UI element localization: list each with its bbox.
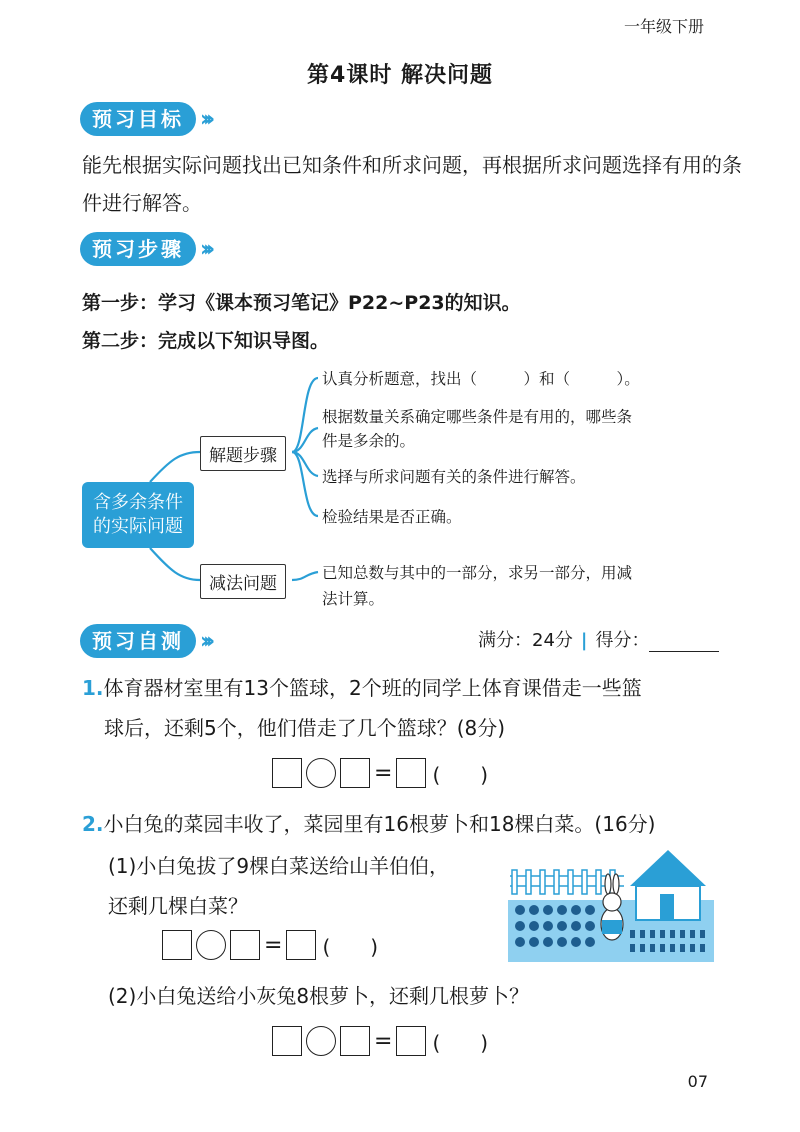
question-2-1-equation: [162, 930, 378, 960]
operator-circle[interactable]: [306, 1026, 336, 1056]
garden-illustration: [506, 846, 716, 966]
equals-sign: =: [264, 932, 283, 958]
chevrons-icon: ›››: [200, 106, 210, 132]
leaf-verify: 检验结果是否正确。: [322, 508, 462, 526]
step-2: 第二步：完成以下知识导图。: [82, 330, 330, 352]
branch-solving-steps: 解题步骤: [200, 436, 286, 471]
sub-1-line-2: 还剩几棵白菜？: [108, 894, 248, 918]
question-1-line-2: 球后，还剩5个，他们借走了几个篮球？(8分): [104, 716, 506, 740]
unit-blank[interactable]: ( ): [432, 762, 489, 787]
full-score: 满分：24分: [478, 630, 573, 651]
chevrons-icon: ›››: [200, 628, 210, 654]
answer-box[interactable]: [272, 1026, 302, 1056]
connector-root-branch1: [150, 452, 200, 482]
question-1: [82, 668, 642, 748]
connector-root-branch2: [150, 548, 200, 580]
goal-text: 能先根据实际问题找出已知条件和所求问题，再根据所求问题选择有用的条件进行解答。: [82, 153, 742, 215]
answer-box[interactable]: [396, 758, 426, 788]
root-line-1: 含多余条件: [93, 492, 183, 513]
operator-circle[interactable]: [306, 758, 336, 788]
equals-sign: =: [374, 760, 393, 786]
answer-box[interactable]: [340, 758, 370, 788]
answer-box[interactable]: [286, 930, 316, 960]
steps-label: 预习步骤: [80, 232, 196, 266]
step-1: 第一步：学习《课本预习笔记》P22~P23的知识。: [82, 292, 521, 314]
answer-box[interactable]: [272, 758, 302, 788]
root-line-2: 的实际问题: [93, 516, 183, 537]
score-line: [478, 626, 719, 652]
question-2-number: 2.: [82, 812, 104, 836]
page-number: 07: [687, 1072, 708, 1091]
question-2-line-1: 小白兔的菜园丰收了，菜园里有16根萝卜和18棵白菜。(16分): [103, 812, 656, 836]
test-label: 预习自测: [80, 624, 196, 658]
goal-label: 预习目标: [80, 102, 196, 136]
test-section-header: [80, 624, 209, 658]
chevrons-icon: ›››: [200, 236, 210, 262]
question-2-sub-1: [108, 846, 449, 926]
house-icon: [630, 850, 706, 920]
leaf-determine-1: 根据数量关系确定哪些条件是有用的，哪些条: [322, 408, 633, 426]
leaf-determine-2: 件是多余的。: [322, 432, 416, 450]
question-1-line-1: 体育器材室里有13个篮球，2个班的同学上体育课借走一些篮: [103, 676, 642, 700]
answer-box[interactable]: [340, 1026, 370, 1056]
operator-circle[interactable]: [196, 930, 226, 960]
equals-sign: =: [374, 1028, 393, 1054]
branch-subtraction: 减法问题: [200, 564, 286, 599]
score-got-label: 得分：: [595, 630, 650, 651]
lesson-title: 第4课时 解决问题: [307, 63, 493, 88]
answer-box[interactable]: [162, 930, 192, 960]
unit-blank[interactable]: ( ): [432, 1030, 489, 1055]
score-separator: |: [580, 630, 588, 651]
grade-label: 一年级下册: [623, 17, 704, 36]
leaf-analyze: 认真分析题意，找出（ ）和（ ）。: [322, 370, 640, 388]
answer-box[interactable]: [230, 930, 260, 960]
question-2-2-equation: [272, 1026, 488, 1056]
leaf-select: 选择与所求问题有关的条件进行解答。: [322, 468, 586, 486]
question-1-equation: [272, 758, 488, 788]
unit-blank[interactable]: ( ): [322, 934, 379, 959]
question-1-number: 1.: [82, 676, 104, 700]
answer-box[interactable]: [396, 1026, 426, 1056]
question-2: [82, 804, 655, 844]
question-2-sub-2: (2)小白兔送给小灰兔8根萝卜，还剩几根萝卜？: [108, 984, 530, 1008]
score-blank[interactable]: [649, 633, 719, 652]
leaf-subtract-1: 已知总数与其中的一部分，求另一部分，用减: [322, 564, 633, 582]
mindmap-root: [82, 482, 194, 548]
connector-leaf5: [292, 572, 318, 580]
sub-1-line-1: (1)小白兔拔了9棵白菜送给山羊伯伯，: [108, 854, 450, 878]
leaf-subtract-2: 法计算。: [322, 590, 385, 608]
